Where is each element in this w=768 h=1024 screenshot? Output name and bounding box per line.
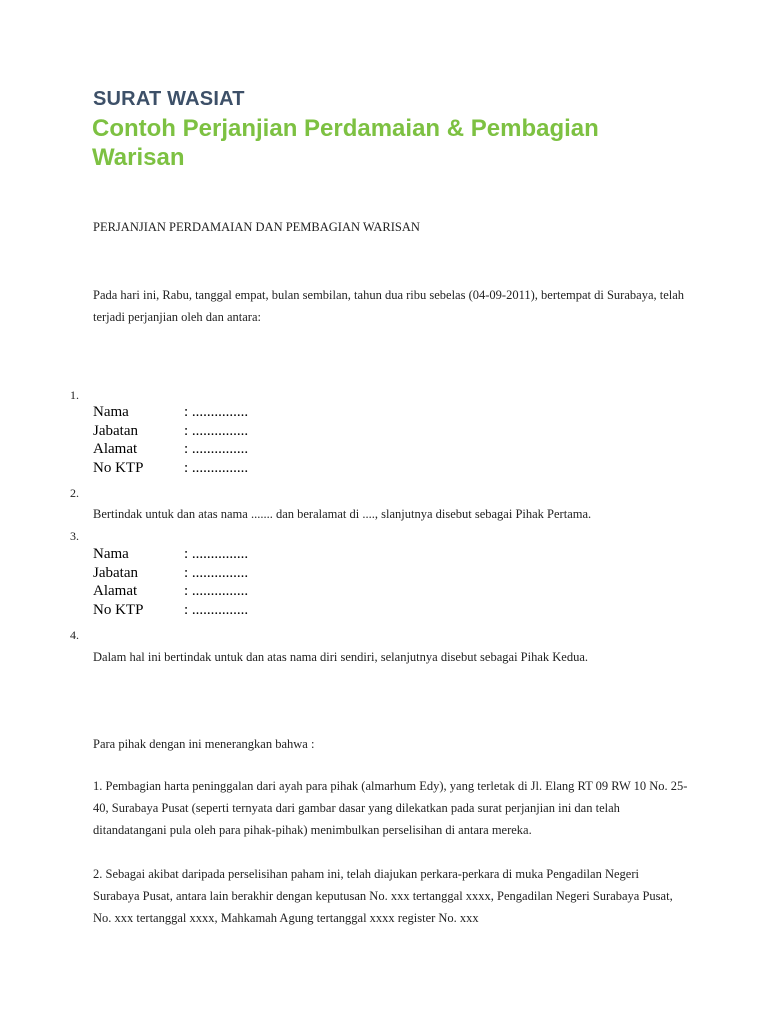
- field-value-jabatan: : ...............: [184, 422, 249, 439]
- field-value-alamat: : ...............: [184, 441, 249, 458]
- party1-statement: Bertindak untuk dan atas nama ....... dan beralamat di ...., slanjutnya disebut sebagai Pihak Pertama.: [93, 507, 592, 521]
- field-label-no-ktp: No KTP: [93, 460, 144, 477]
- agreement-heading: PERJANJIAN PERDAMAIAN DAN PEMBAGIAN WARISAN: [93, 220, 420, 234]
- field-label-jabatan: Jabatan: [93, 422, 138, 439]
- list-number-4: 4.: [70, 628, 79, 642]
- field-label-no-ktp: No KTP: [93, 602, 144, 619]
- field-value-jabatan: : ...............: [184, 564, 249, 581]
- field-label-nama: Nama: [93, 404, 129, 420]
- field-value-no-ktp: : ...............: [184, 602, 249, 619]
- party2-statement: Dalam hal ini bertindak untuk dan atas nama diri sendiri, selanjutnya disebut sebagai Pihak Kedua.: [93, 650, 589, 664]
- field-label-alamat: Alamat: [93, 441, 138, 458]
- list-number-3: 3.: [70, 529, 79, 543]
- declaration-line: Para pihak dengan ini menerangkan bahwa :: [93, 737, 315, 751]
- field-label-jabatan: Jabatan: [93, 564, 138, 581]
- point-2-paragraph: 2. Sebagai akibat daripada perselisihan paham ini, telah diajukan perkara-perkara di muka Pengadilan Negeri Surabaya Pusat, antara lain berakhir dengan keputusan No. xxx tertanggal xxxx, Pengadilan Negeri Surabaya Pusat, No. xxx tertanggal xxxx, Mahkamah Agung tertanggal xxxx register No. xxx: [93, 867, 673, 925]
- list-number-1: 1.: [70, 388, 79, 402]
- field-value-no-ktp: : ...............: [184, 460, 249, 477]
- field-label-alamat: Alamat: [93, 583, 138, 600]
- field-value-nama: : ...............: [184, 546, 249, 562]
- field-value-alamat: : ...............: [184, 583, 249, 600]
- document-title: Contoh Perjanjian Perdamaian & Pembagian Warisan: [92, 115, 599, 171]
- point-1-paragraph: 1. Pembagian harta peninggalan dari ayah para pihak (almarhum Edy), yang terletak di Jl. Elang RT 09 RW 10 No. 25-40, Surabaya Pusat (seperti ternyata dari gambar dasar yang dilekatkan pada surat perjanjian ini dan telah ditandatangani pula oleh para pihak-pihak) menimbulkan perselisihan di antara mereka.: [93, 779, 688, 837]
- field-value-nama: : ...............: [184, 404, 249, 420]
- list-number-2: 2.: [70, 486, 79, 500]
- intro-paragraph: Pada hari ini, Rabu, tanggal empat, bulan sembilan, tahun dua ribu sebelas (04-09-2011), bertempat di Surabaya, telah terjadi perjanjian oleh dan antara:: [93, 288, 685, 324]
- document-kicker: SURAT WASIAT: [93, 88, 245, 110]
- field-label-nama: Nama: [93, 546, 129, 562]
